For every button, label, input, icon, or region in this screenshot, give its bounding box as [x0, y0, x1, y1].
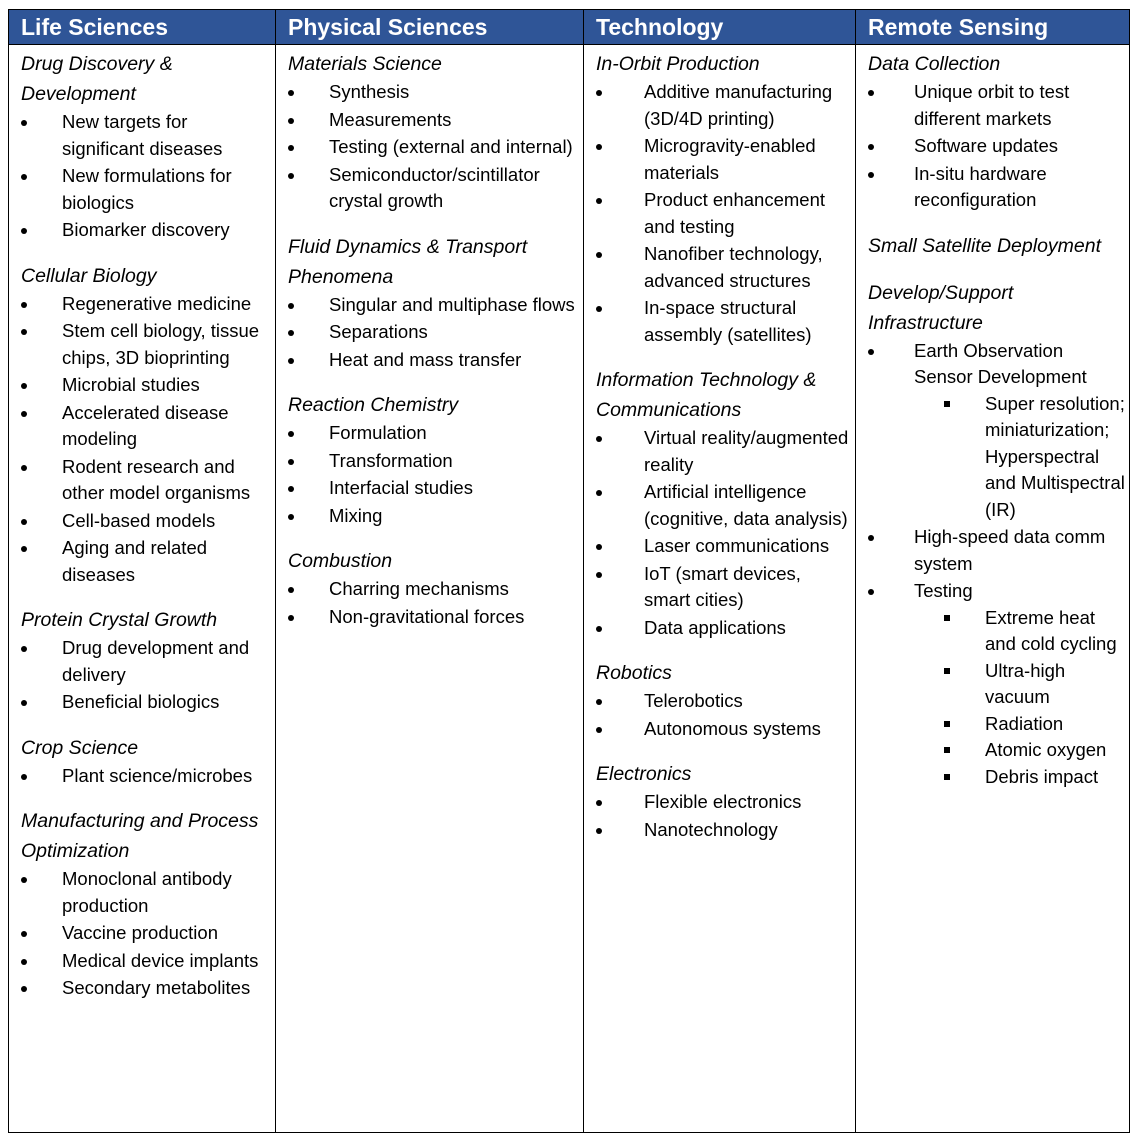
list-item [21, 508, 271, 535]
list-item [21, 866, 271, 919]
bullet-icon [21, 700, 27, 706]
list-item [21, 454, 271, 507]
section-title: In-Orbit Production [596, 53, 760, 75]
bullet-icon [21, 383, 27, 389]
bullet-icon [596, 436, 602, 442]
bullet-icon [868, 172, 874, 178]
list-item [596, 187, 851, 240]
section [21, 605, 271, 716]
list-item [288, 448, 579, 475]
list-item [288, 134, 579, 161]
list-item [288, 79, 579, 106]
column-life-sciences [9, 45, 276, 1132]
bullet-list [868, 338, 1125, 791]
list-item [288, 107, 579, 134]
bullet-list [596, 79, 851, 348]
section-title: Crop Science [21, 736, 139, 759]
bullet-list [21, 763, 271, 790]
list-item-text: Medical device implants [62, 949, 259, 971]
list-item [21, 689, 271, 716]
section [288, 390, 579, 529]
bullet-icon [596, 490, 602, 496]
list-item-text: Testing [914, 580, 973, 601]
bullet-icon [21, 228, 27, 234]
list-item [288, 319, 579, 346]
bullet-list [288, 576, 579, 630]
list-item-text: Charring mechanisms [329, 578, 509, 599]
list-item-text: Interfacial studies [329, 477, 473, 498]
section [868, 231, 1125, 261]
bullet-icon [21, 465, 27, 471]
sub-list-item [944, 658, 1125, 711]
list-item [288, 420, 579, 447]
list-item [288, 503, 579, 530]
bullet-icon [868, 90, 874, 96]
list-item-text: Unique orbit to test different markets [914, 81, 1070, 129]
sub-list-item [944, 711, 1125, 738]
bullet-icon [21, 302, 27, 308]
list-item-text: Semiconductor/scintillator crystal growth [329, 163, 540, 211]
bullet-list [21, 109, 271, 244]
section [868, 278, 1125, 791]
list-item [21, 163, 271, 216]
list-item-text: Software updates [914, 135, 1058, 156]
bullet-list [288, 420, 579, 529]
section-title: Drug Discovery & Development [21, 53, 173, 105]
list-item-text: Mixing [329, 504, 383, 526]
list-item [868, 79, 1125, 132]
list-item-text: Biomarker discovery [62, 219, 230, 240]
bullet-icon [596, 572, 602, 578]
list-item-text: Additive manufacturing (3D/4D printing) [644, 81, 833, 129]
section-title: Small Satellite Deployment [868, 234, 1102, 257]
section [596, 49, 851, 348]
sub-list-item [944, 764, 1125, 791]
list-item [596, 716, 851, 743]
list-item [288, 475, 579, 502]
bullet-icon [288, 358, 294, 364]
list-item-text: Autonomous systems [644, 717, 821, 739]
bullet-icon [596, 90, 602, 96]
list-item [596, 295, 851, 348]
bullet-icon [288, 431, 294, 437]
list-item-text: Testing (external and internal) [329, 136, 573, 157]
sub-list-item [944, 605, 1125, 658]
list-item-text: Nanofiber technology, advanced structures [644, 243, 823, 291]
list-item [596, 561, 851, 614]
bullet-icon [596, 800, 602, 806]
list-item [596, 241, 851, 294]
bullet-list [596, 789, 851, 843]
bullet-icon [21, 120, 27, 126]
bullet-icon [868, 535, 874, 541]
section-title: Protein Crystal Growth [21, 609, 218, 631]
sub-bullet-list [944, 391, 1125, 524]
list-item-text: Artificial intelligence (cognitive, data analysis) [644, 481, 848, 529]
square-bullet-icon [944, 721, 950, 727]
bullet-list [21, 866, 271, 1002]
body-row [9, 44, 1129, 1132]
sub-bullet-list [944, 605, 1125, 791]
section [21, 49, 271, 244]
section [596, 658, 851, 742]
bullet-icon [288, 615, 294, 621]
sub-list-item-text: Super resolution; miniaturization; Hyperspectral and Multispectral (IR) [985, 392, 1125, 520]
list-item-text: Monoclonal antibody production [62, 868, 232, 916]
section [868, 49, 1125, 214]
list-item [21, 318, 271, 371]
bullet-icon [596, 198, 602, 204]
list-item-text: Beneficial biologics [62, 691, 220, 712]
list-item [288, 604, 579, 631]
bullet-icon [21, 411, 27, 417]
list-item [596, 615, 851, 642]
bullet-icon [596, 306, 602, 312]
square-bullet-icon [944, 401, 950, 407]
list-item-text: Product enhancement and testing [644, 189, 826, 237]
list-item [596, 817, 851, 844]
bullet-icon [288, 486, 294, 492]
list-item-text: Telerobotics [644, 690, 743, 711]
header-physical-sciences: Physical Sciences [276, 10, 584, 44]
section-title: Reaction Chemistry [288, 394, 459, 416]
bullet-icon [288, 173, 294, 179]
bullet-icon [596, 828, 602, 834]
list-item-text: Cell-based models [62, 509, 216, 531]
section [21, 733, 271, 790]
list-item [21, 920, 271, 947]
list-item [288, 347, 579, 374]
section-title: Develop/Support Infrastructure [868, 281, 1014, 334]
list-item-text: Vaccine production [62, 922, 218, 943]
list-item [21, 763, 271, 790]
header-row [9, 10, 1129, 44]
list-item-text: Earth Observation Sensor Development [914, 339, 1087, 387]
column-physical-sciences [276, 45, 584, 1132]
list-item [596, 533, 851, 560]
section [21, 261, 271, 589]
list-item-text: New formulations for biologics [62, 165, 232, 213]
list-item-text: Virtual reality/augmented reality [644, 427, 849, 475]
section [288, 232, 579, 374]
list-item-text: Regenerative medicine [62, 292, 252, 314]
bullet-list [596, 425, 851, 641]
list-item-text: Secondary metabolites [62, 977, 251, 998]
section-title: Information Technology & Communications [596, 369, 817, 421]
list-item-text: Singular and multiphase flows [329, 293, 575, 315]
list-item [288, 576, 579, 603]
list-item-text: High-speed data comm system [914, 526, 1106, 574]
section [596, 759, 851, 843]
bullet-list [288, 292, 579, 374]
bullet-icon [21, 519, 27, 525]
square-bullet-icon [944, 615, 950, 621]
list-item-text: Plant science/microbes [62, 764, 253, 786]
list-item [868, 161, 1125, 214]
bullet-icon [21, 329, 27, 335]
section [596, 365, 851, 641]
bullet-icon [21, 931, 27, 937]
bullet-icon [288, 303, 294, 309]
section-title: Electronics [596, 763, 692, 785]
bullet-icon [21, 959, 27, 965]
bullet-icon [596, 727, 602, 733]
sub-list-item-text: Debris impact [985, 765, 1099, 787]
bullet-icon [21, 986, 27, 992]
bullet-icon [288, 330, 294, 336]
section-title: Manufacturing and Process Optimization [21, 810, 259, 862]
list-item [21, 975, 271, 1002]
bullet-icon [868, 144, 874, 150]
list-item-text: New targets for significant diseases [62, 111, 223, 159]
bullet-icon [21, 174, 27, 180]
list-item [21, 109, 271, 162]
bullet-icon [868, 589, 874, 595]
bullet-icon [596, 626, 602, 632]
bullet-icon [288, 587, 294, 593]
list-item-text: Heat and mass transfer [329, 348, 522, 370]
section-title: Combustion [288, 550, 393, 572]
list-item [596, 789, 851, 816]
section [21, 806, 271, 1002]
bullet-list [596, 688, 851, 742]
header-remote-sensing: Remote Sensing [868, 14, 1049, 40]
list-item [21, 635, 271, 688]
list-item [596, 479, 851, 532]
sub-list-item-text: Atomic oxygen [985, 739, 1107, 760]
bullet-icon [288, 90, 294, 96]
bullet-icon [21, 546, 27, 552]
list-item-text: Non-gravitational forces [329, 605, 525, 627]
bullet-icon [596, 544, 602, 550]
bullet-icon [596, 699, 602, 705]
list-item [596, 425, 851, 478]
list-item [868, 524, 1125, 577]
list-item-text: IoT (smart devices, smart cities) [644, 562, 801, 610]
sub-list-item-text: Radiation [985, 712, 1064, 734]
list-item [596, 133, 851, 186]
list-item-text: Flexible electronics [644, 791, 802, 812]
header-technology: Technology [584, 10, 856, 44]
sub-list-item-text: Extreme heat and cold cycling [985, 606, 1117, 654]
header-life-sciences: Life Sciences [9, 10, 276, 44]
sub-list-item [944, 391, 1125, 524]
square-bullet-icon [944, 668, 950, 674]
bullet-icon [596, 252, 602, 258]
list-item-text: Synthesis [329, 81, 410, 102]
square-bullet-icon [944, 747, 950, 753]
list-item-text: In-space structural assembly (satellites) [644, 297, 812, 345]
list-item [21, 948, 271, 975]
bullet-list [868, 79, 1125, 214]
list-item [21, 217, 271, 244]
list-item [21, 400, 271, 453]
bullet-icon [868, 349, 874, 355]
list-item-text: Aging and related diseases [62, 537, 208, 585]
list-item [596, 688, 851, 715]
list-item-text: Separations [329, 321, 428, 342]
list-item [288, 292, 579, 319]
list-item-text: Microgravity-enabled materials [644, 135, 816, 183]
section-title: Fluid Dynamics & Transport Phenomena [288, 235, 528, 288]
list-item-text: Rodent research and other model organisms [62, 455, 251, 503]
bullet-list [21, 635, 271, 716]
bullet-icon [21, 877, 27, 883]
list-item-text: Laser communications [644, 535, 830, 556]
list-item [596, 79, 851, 132]
bullet-icon [596, 144, 602, 150]
research-areas-table [8, 9, 1130, 1133]
list-item-text: Microbial studies [62, 374, 200, 395]
section [288, 546, 579, 630]
bullet-icon [288, 514, 294, 520]
section-title: Cellular Biology [21, 264, 157, 287]
bullet-icon [288, 118, 294, 124]
list-item-text: Measurements [329, 108, 452, 130]
sub-list-item [944, 737, 1125, 764]
bullet-icon [288, 459, 294, 465]
list-item [21, 291, 271, 318]
column-remote-sensing [856, 45, 1129, 1132]
list-item [868, 578, 1125, 790]
bullet-icon [21, 646, 27, 652]
bullet-icon [288, 145, 294, 151]
list-item-text: Transformation [329, 449, 453, 471]
list-item-text: Accelerated disease modeling [62, 401, 229, 449]
section-title: Data Collection [868, 53, 1001, 75]
sub-list-item-text: Ultra-high vacuum [985, 659, 1066, 707]
list-item [868, 338, 1125, 524]
column-technology [584, 45, 856, 1132]
list-item-text: Stem cell biology, tissue chips, 3D bioprinting [62, 320, 260, 368]
bullet-list [288, 79, 579, 215]
list-item [21, 535, 271, 588]
square-bullet-icon [944, 774, 950, 780]
bullet-list [21, 291, 271, 589]
list-item [868, 133, 1125, 160]
section [288, 49, 579, 215]
section-title: Materials Science [288, 53, 442, 75]
list-item [288, 162, 579, 215]
section-title: Robotics [596, 662, 672, 684]
list-item-text: Drug development and delivery [62, 637, 250, 685]
list-item-text: Nanotechnology [644, 818, 778, 840]
list-item-text: Data applications [644, 616, 786, 638]
list-item [21, 372, 271, 399]
list-item-text: Formulation [329, 422, 427, 443]
list-item-text: In-situ hardware reconfiguration [914, 162, 1047, 210]
bullet-icon [21, 774, 27, 780]
